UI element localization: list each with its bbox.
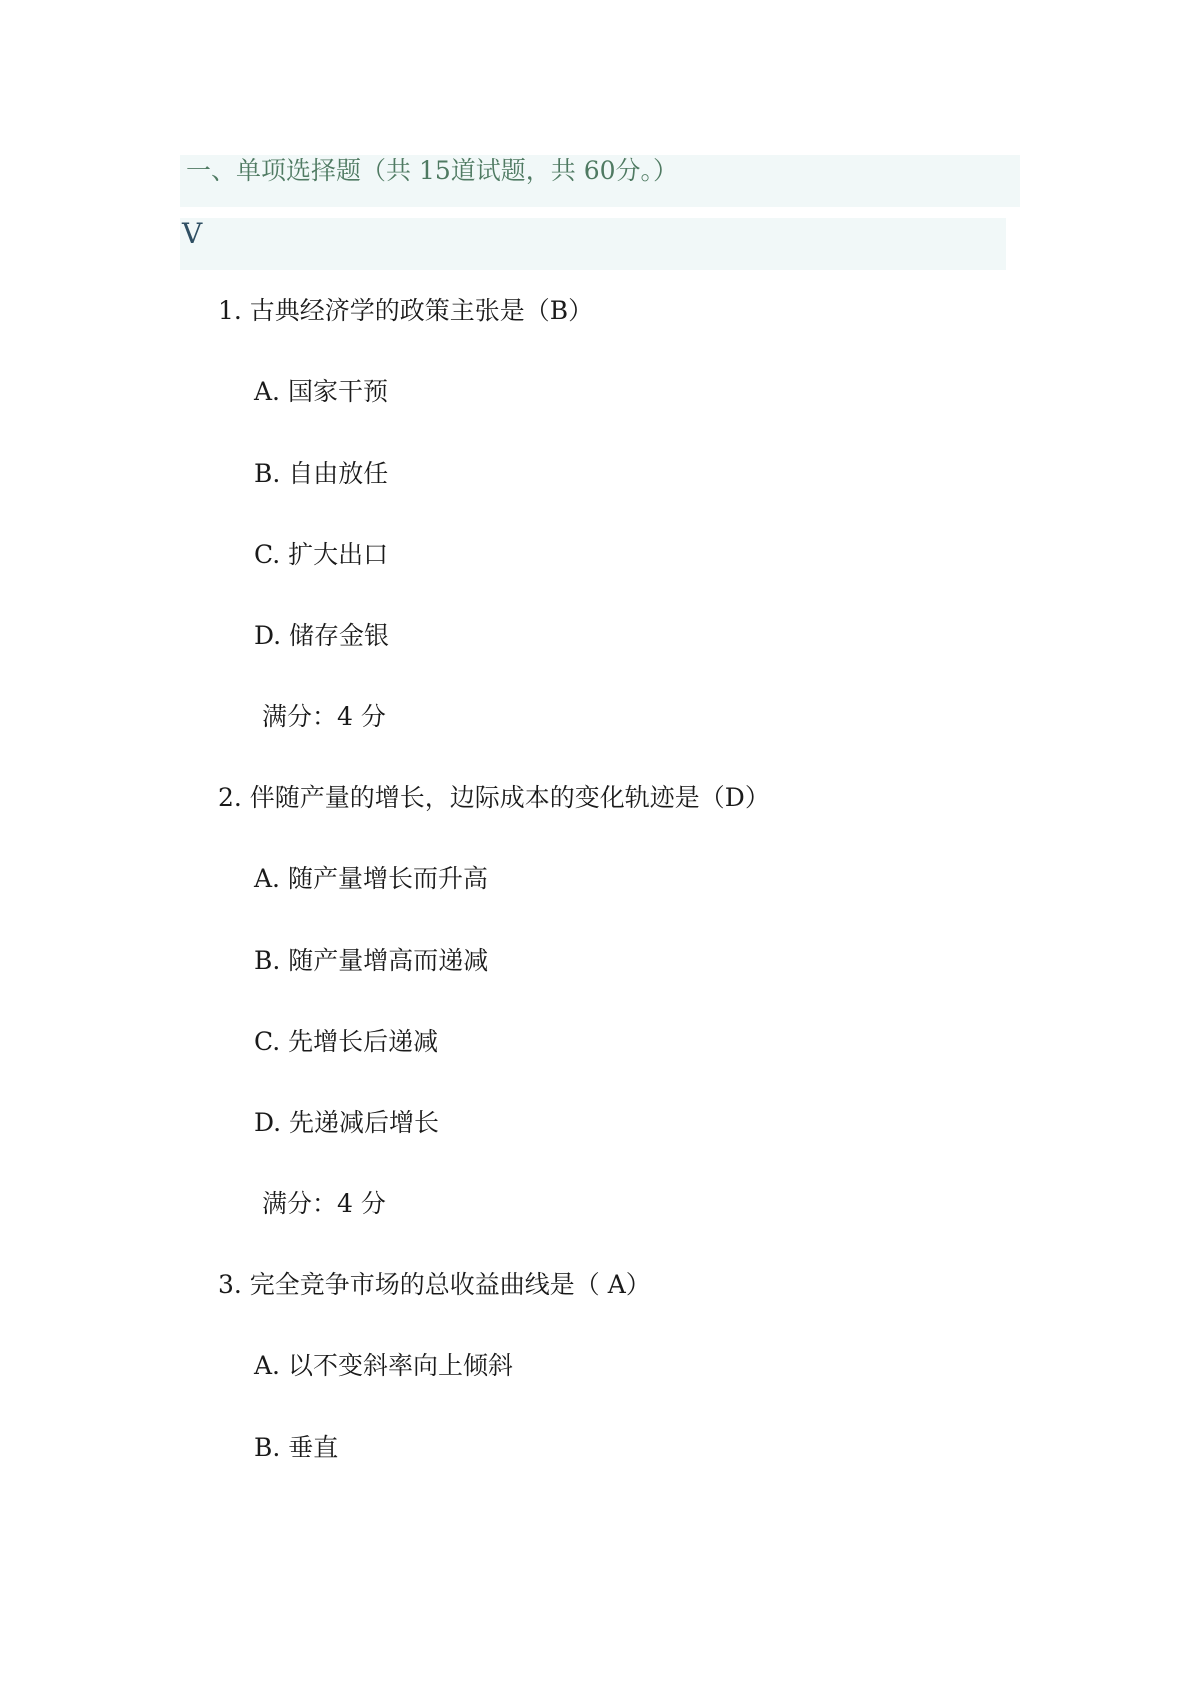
question-3-option-a: A. 以不变斜率向上倾斜 [254, 1351, 513, 1380]
question-2-option-c: C. 先增长后递减 [254, 1027, 439, 1056]
question-2-option-a: A. 随产量增长而升高 [254, 864, 488, 893]
question-1-score: 满分：4 分 [262, 702, 386, 731]
section-header [180, 155, 1020, 207]
question-1-option-d: D. 储存金银 [254, 621, 390, 650]
section-title: 一、单项选择题（共 15道试题，共 60分。） [186, 156, 679, 185]
question-2-option-d: D. 先递减后增长 [254, 1108, 440, 1137]
question-3-option-b: B. 垂直 [254, 1433, 339, 1462]
question-2-stem: 2. 伴随产量的增长，边际成本的变化轨迹是（D） [218, 783, 770, 812]
question-1-option-b: B. 自由放任 [254, 459, 389, 488]
question-1-option-a: A. 国家干预 [254, 377, 388, 406]
question-1-stem: 1. 古典经济学的政策主张是（B） [218, 296, 594, 325]
question-1-option-c: C. 扩大出口 [254, 540, 389, 569]
section-marker-bar [180, 218, 1006, 270]
question-3-stem: 3. 完全竞争市场的总收益曲线是（ A） [218, 1270, 651, 1299]
section-marker: V [182, 217, 203, 250]
question-2-option-b: B. 随产量增高而递减 [254, 946, 489, 975]
question-2-score: 满分：4 分 [262, 1189, 386, 1218]
